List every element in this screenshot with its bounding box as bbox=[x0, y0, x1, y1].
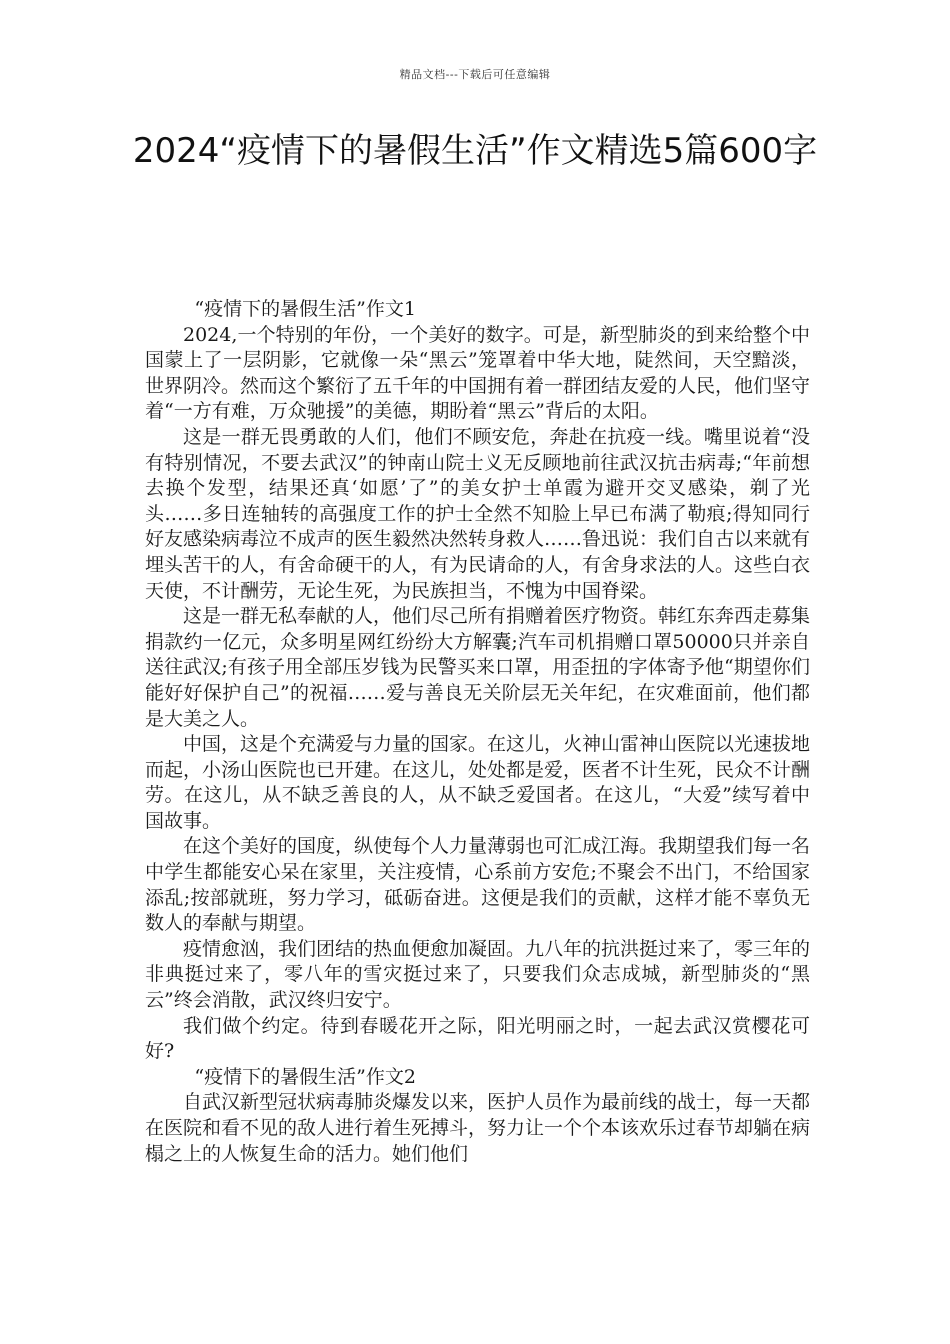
document-title: 2024“疫情下的暑假生活”作文精选5篇600字 bbox=[132, 131, 818, 171]
body-paragraph: 自武汉新型冠状病毒肺炎爆发以来，医护人员作为最前线的战士，每一天都在医院和看不见的敌人进行着生死搏斗，努力让一个个本该欢乐过春节却躺在病榻之上的人恢复生命的活力。她们他们 bbox=[145, 1091, 811, 1165]
body-paragraph: 中国，这是个充满爱与力量的国家。在这儿，火神山雷神山医院以光速拔地而起，小汤山医院也已开建。在这儿，处处都是爱，医者不计生死，民众不计酬劳。在这儿，从不缺乏善良的人，从不缺乏爱国者。在这儿，“大爱”续写着中国故事。 bbox=[145, 733, 811, 832]
body-paragraph: 这是一群无私奉献的人，他们尽己所有捐赠着医疗物资。韩红东奔西走募集捐款约一亿元，众多明星网红纷纷大方解囊;汽车司机捐赠口罩50000只并亲自送往武汉;有孩子用全部压岁钱为民警买来口罩，用歪扭的字体寄予他“期望你们能好好保护自己”的祝福……爱与善良无关阶层无关年纪，在灾难面前，他们都是大美之人。 bbox=[145, 605, 811, 730]
section-heading: “疫情下的暑假生活”作文1 bbox=[194, 298, 416, 320]
body-paragraph: 我们做个约定。待到春暖花开之际，阳光明丽之时，一起去武汉赏樱花可好? bbox=[145, 1014, 810, 1063]
section-heading: “疫情下的暑假生活”作文2 bbox=[194, 1065, 416, 1088]
header-note: 精品文档---下载后可任意编辑 bbox=[399, 68, 551, 81]
body-paragraph: 2024,一个特别的年份，一个美好的数字。可是，新型肺炎的到来给整个中国蒙上了一层阴影，它就像一朵“黑云”笼罩着中华大地，陡然间，天空黯淡，世界阴冷。然而这个繁衍了五千年的中国拥有着一群团结友爱的人民，他们坚守着“一方有难，万众驰援”的美德，期盼着“黑云”背后的太阳。 bbox=[145, 323, 811, 423]
body-paragraph: 疫情愈汹，我们团结的热血便愈加凝固。九八年的抗洪挺过来了，零三年的非典挺过来了，零八年的雪灾挺过来了，只要我们众志成城，新型肺炎的“黑云”终会消散，武汉终归安宁。 bbox=[145, 937, 811, 1012]
document-body bbox=[145, 297, 810, 1167]
body-paragraph: 在这个美好的国度，纵使每个人力量薄弱也可汇成江海。我期望我们每一名中学生都能安心呆在家里，关注疫情，心系前方安危;不聚会不出门，不给国家添乱;按部就班，努力学习，砥砺奋进。这便是我们的贡献，这样才能不辜负无数人的奉献与期望。 bbox=[145, 835, 811, 935]
body-paragraph: 这是一群无畏勇敢的人们，他们不顾安危，奔赴在抗疫一线。嘴里说着“没有特别情况，不要去武汉”的钟南山院士义无反顾地前往武汉抗击病毒;“年前想去换个发型，结果还真‘如愿’了”的美女护士单霞为避开交叉感染，剃了光头……多日连轴转的高强度工作的护士全然不知脸上早已布满了勒痕;得知同行好友感染病毒泣不成声的医生毅然决然转身救人……鲁迅说：我们自古以来就有埋头苦干的人，有舍命硬干的人，有为民请命的人，有舍身求法的人。这些白衣天使，不计酬劳，无论生死，为民族担当，不愧为中国脊梁。 bbox=[145, 425, 811, 602]
